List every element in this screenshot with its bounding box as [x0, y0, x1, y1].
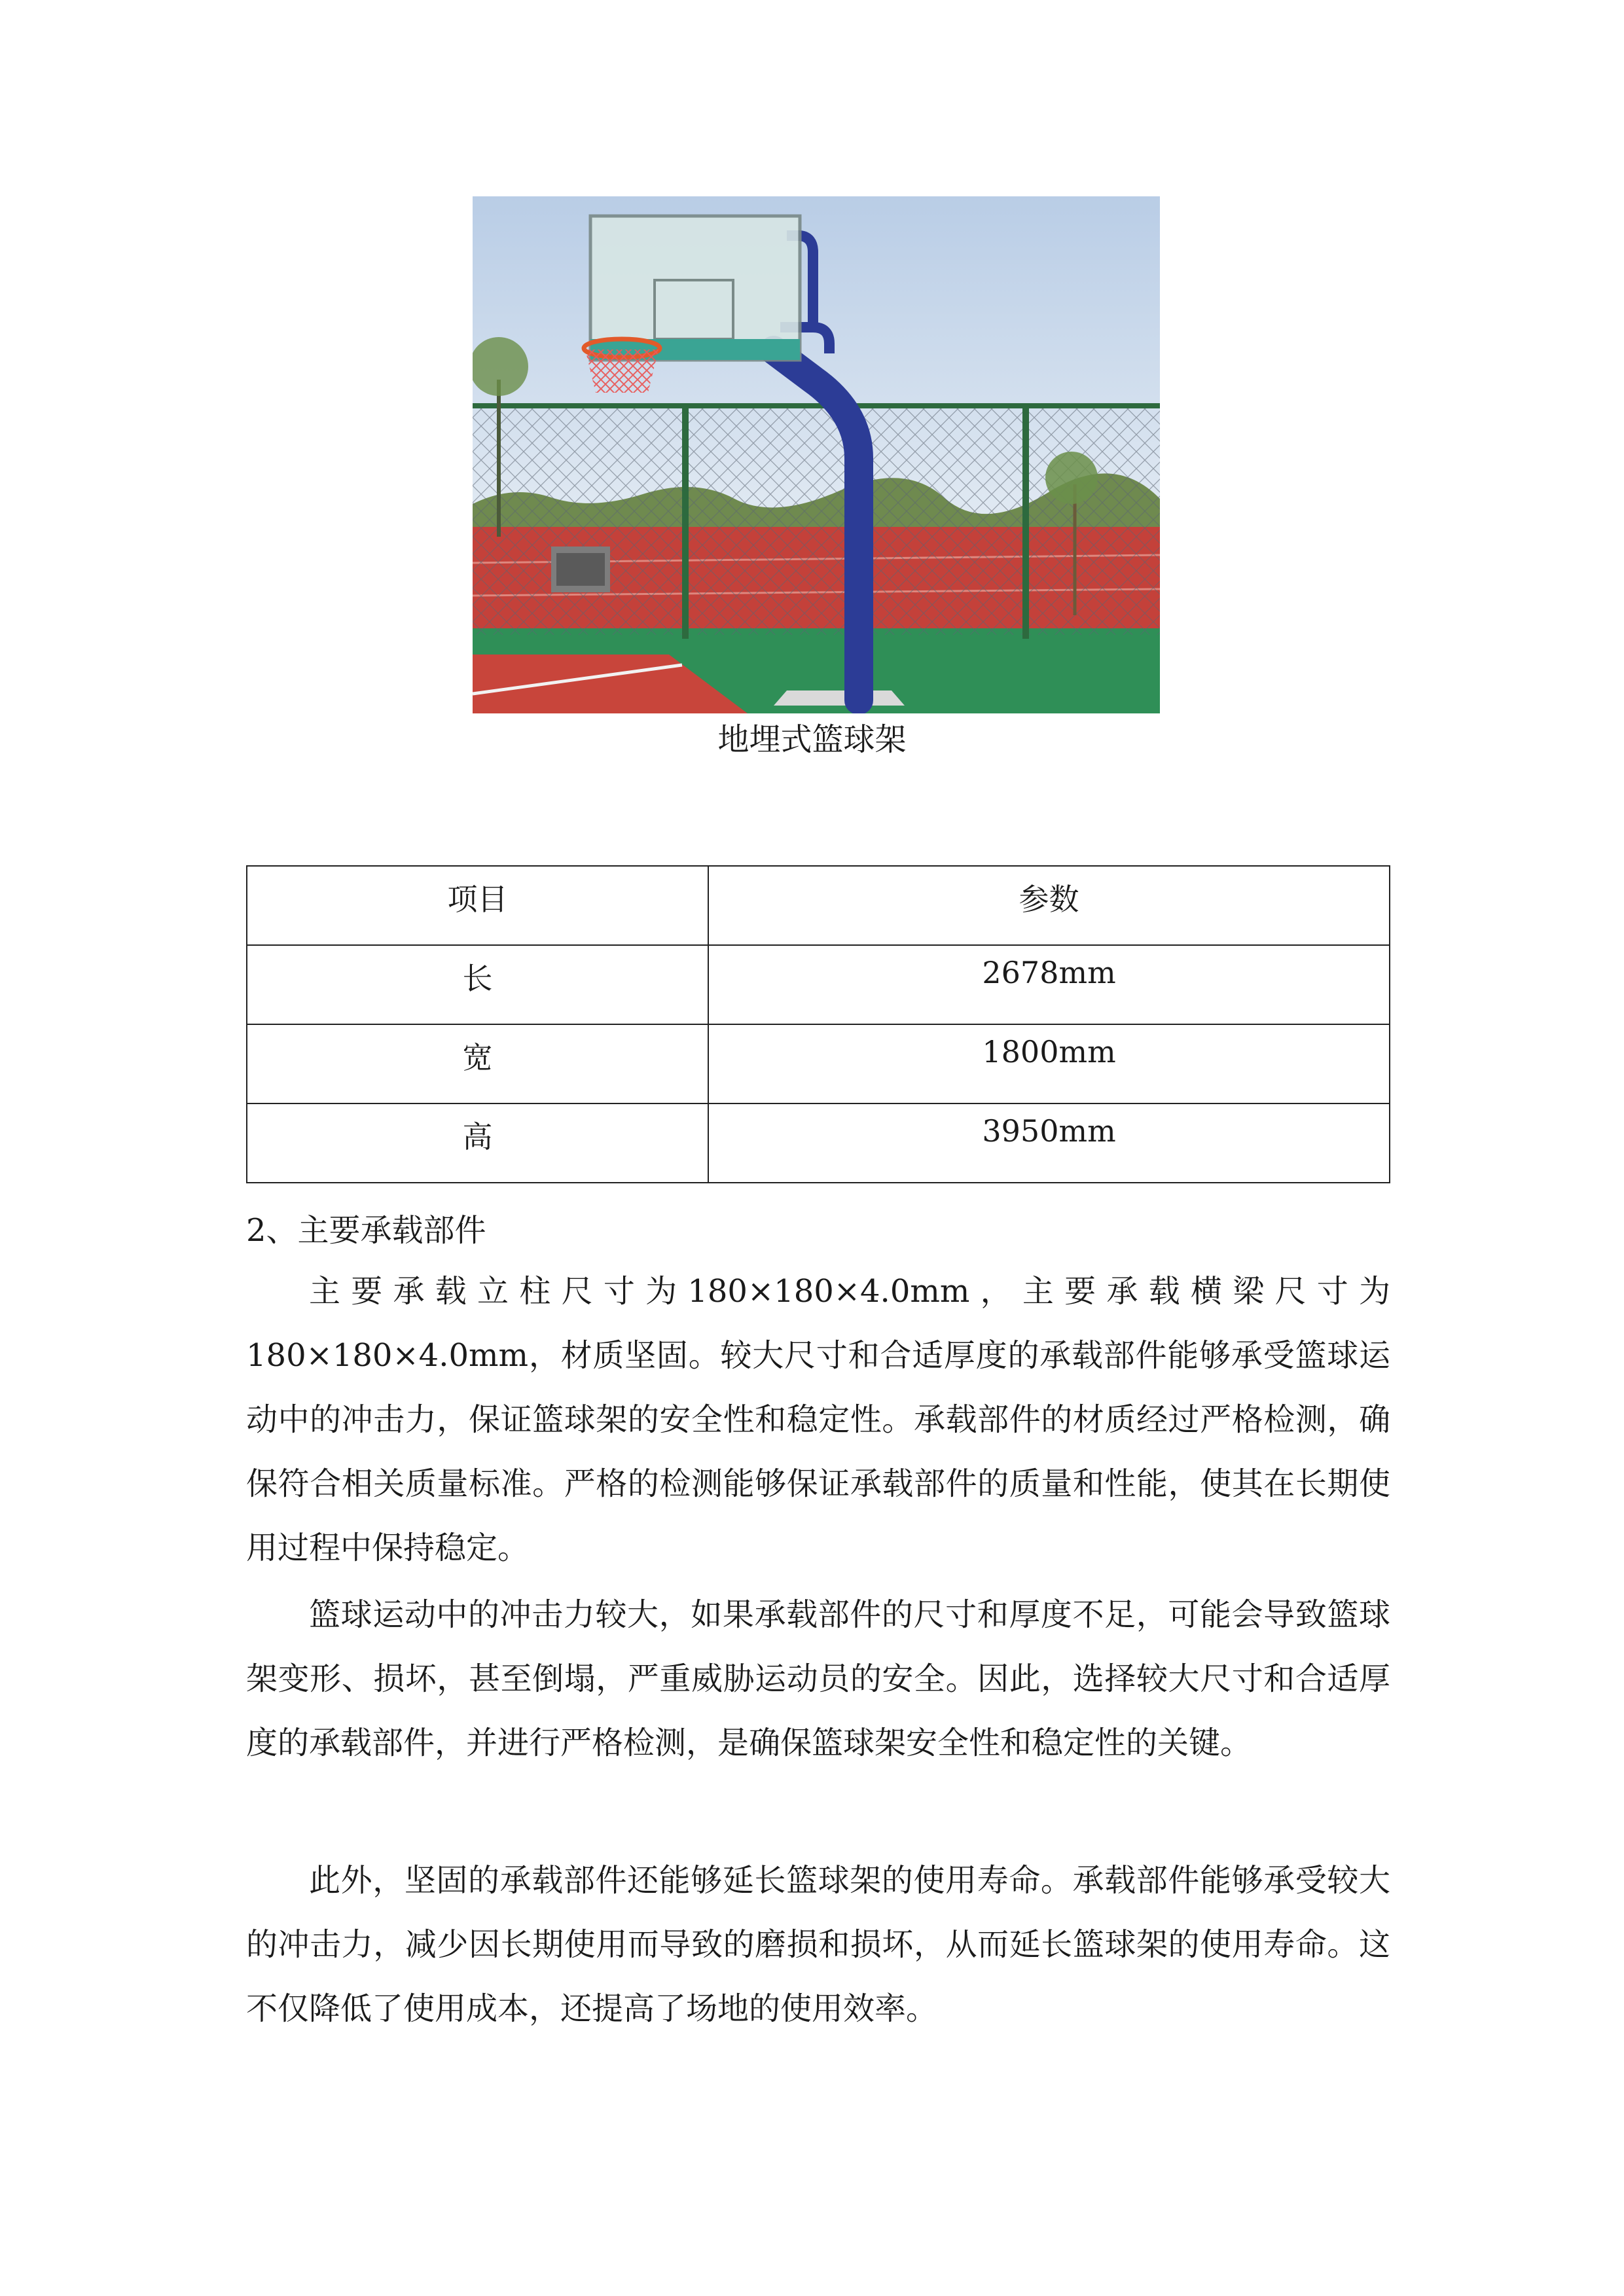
table-cell: 高	[247, 1103, 708, 1183]
table-row	[247, 1024, 1390, 1103]
table-cell: 宽	[247, 1024, 708, 1103]
spec-table	[246, 865, 1390, 1183]
basketball-hoop-photo	[473, 196, 1160, 713]
table-header-cell: 项目	[247, 866, 708, 945]
table-cell: 2678mm	[708, 945, 1390, 1024]
table-header-cell: 参数	[708, 866, 1390, 945]
table-row	[247, 1103, 1390, 1183]
table-cell: 3950mm	[708, 1103, 1390, 1183]
table-header-row	[247, 866, 1390, 945]
figure-caption: 地埋式篮球架	[717, 721, 907, 758]
body-paragraph: 主要承载立柱尺寸为180×180×4.0mm，主要承载横梁尺寸为180×180×4.0mm，材质坚固。较大尺寸和合适厚度的承载部件能够承受篮球运动中的冲击力，保证篮球架的安全性和稳定性。承载部件的材质经过严格检测，确保符合相关质量标准。严格的检测能够保证承载部件的质量和性能，使其在长期使用过程中保持稳定。	[246, 1273, 1390, 1566]
table-cell: 长	[247, 945, 708, 1024]
body-paragraph: 篮球运动中的冲击力较大，如果承载部件的尺寸和厚度不足，可能会导致篮球架变形、损坏，甚至倒塌，严重威胁运动员的安全。因此，选择较大尺寸和合适厚度的承载部件，并进行严格检测，是确保篮球架安全性和稳定性的关键。	[246, 1596, 1390, 1761]
table-row	[247, 945, 1390, 1024]
table-cell: 1800mm	[708, 1024, 1390, 1103]
section-heading: 2、主要承载部件	[246, 1212, 486, 1249]
body-paragraph: 此外，坚固的承载部件还能够延长篮球架的使用寿命。承载部件能够承受较大的冲击力，减少因长期使用而导致的磨损和损坏，从而延长篮球架的使用寿命。这不仅降低了使用成本，还提高了场地的使用效率。	[246, 1862, 1390, 2027]
